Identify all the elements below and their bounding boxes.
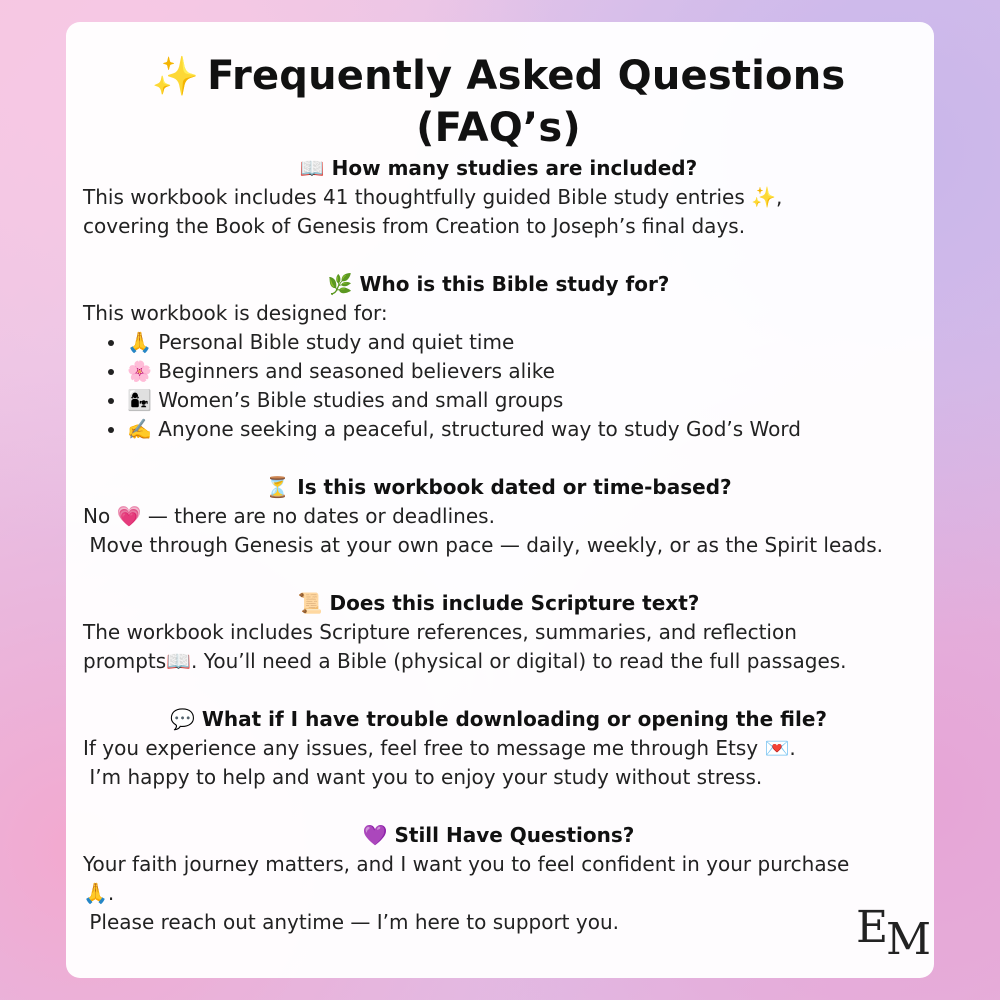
faq-question-text: What if I have trouble downloading or opening the file? — [201, 707, 828, 731]
logo-letter-e: E — [856, 902, 889, 953]
faq-item — [83, 270, 914, 473]
faq-question-text: Who is this Bible study for? — [359, 272, 670, 296]
faq-question — [83, 154, 914, 183]
faq-question-text: Still Have Questions? — [394, 823, 635, 847]
faq-card — [66, 22, 934, 978]
brand-logo — [856, 902, 932, 965]
faq-answer-line: Please reach out anytime — I’m here to support you. — [83, 910, 619, 934]
faq-question — [83, 473, 914, 502]
faq-question — [83, 705, 914, 734]
faq-item — [83, 705, 914, 821]
faq-answer-line: If you experience any issues, feel free to message me through Etsy 💌. — [83, 736, 796, 760]
faq-question — [83, 270, 914, 299]
faq-question-icon: 🌿 — [327, 272, 353, 296]
faq-item — [83, 589, 914, 705]
faq-question — [83, 821, 914, 850]
faq-item — [83, 154, 914, 270]
faq-answer-line: prompts📖. You’ll need a Bible (physical or digital) to read the full passages. — [83, 649, 847, 673]
faq-answer-line: covering the Book of Genesis from Creation to Joseph’s final days. — [83, 214, 746, 238]
faq-question-icon: 📜 — [297, 591, 323, 615]
faq-question-text: How many studies are included? — [331, 156, 698, 180]
faq-list — [83, 154, 914, 937]
faq-question-text: Is this workbook dated or time-based? — [297, 475, 732, 499]
faq-answer-line: Move through Genesis at your own pace — daily, weekly, or as the Spirit leads. — [83, 533, 884, 557]
sparkle-icon: ✨ — [151, 54, 200, 98]
audience-list — [83, 328, 914, 444]
faq-question-text: Does this include Scripture text? — [329, 591, 700, 615]
faq-answer-line: I’m happy to help and want you to enjoy your study without stress. — [83, 765, 763, 789]
faq-item — [83, 821, 914, 937]
faq-question-icon: ⏳ — [265, 475, 291, 499]
faq-question — [83, 589, 914, 618]
faq-item — [83, 473, 914, 589]
list-item: • 🙏 Personal Bible study and quiet time — [127, 328, 914, 357]
list-item: • 🌸 Beginners and seasoned believers alike — [127, 357, 914, 386]
faq-question-icon: 💜 — [362, 823, 388, 847]
faq-answer-line: Your faith journey matters, and I want you to feel confident in your purchase — [83, 852, 850, 876]
faq-answer-line: No 💗 — there are no dates or deadlines. — [83, 504, 495, 528]
logo-letter-m: M — [886, 914, 932, 965]
list-item: • ✍️ Anyone seeking a peaceful, structured way to study God’s Word — [127, 415, 914, 444]
faq-question-icon: 💬 — [169, 707, 195, 731]
faq-answer-line: This workbook is designed for: — [83, 301, 388, 325]
faq-answer-line: The workbook includes Scripture references, summaries, and reflection — [83, 620, 797, 644]
page-title-text: Frequently Asked Questions (FAQ’s) — [207, 53, 846, 151]
list-item: • 👩‍👧 Women’s Bible studies and small groups — [127, 386, 914, 415]
page-title — [83, 22, 914, 154]
faq-question-icon: 📖 — [299, 156, 325, 180]
faq-answer-line: This workbook includes 41 thoughtfully guided Bible study entries ✨, — [83, 185, 783, 209]
faq-answer-line: 🙏. — [83, 881, 115, 905]
